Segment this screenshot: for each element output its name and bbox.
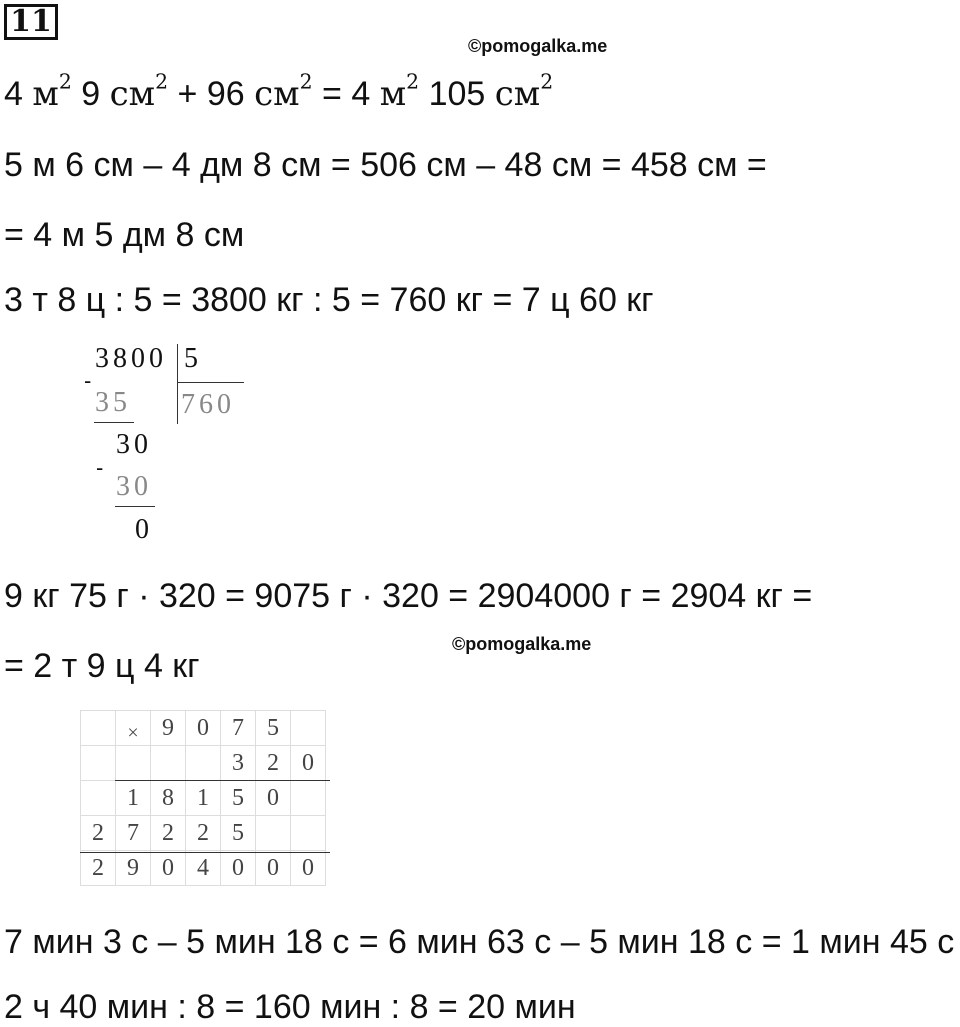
quotient: 760 [181, 389, 235, 420]
remainder-1: 30 [116, 429, 152, 460]
grid-cell: 2 [186, 816, 221, 851]
grid-cell: 1 [116, 781, 151, 816]
minus-sign: - [96, 455, 104, 480]
grid-row [81, 851, 326, 886]
grid-cell: 0 [256, 781, 291, 816]
unit-cm: см [494, 74, 541, 114]
eq-part: 9 [71, 75, 110, 113]
grid-cell [186, 746, 221, 781]
grid-cell [81, 746, 116, 781]
grid-cell: 5 [221, 816, 256, 851]
equation-area [4, 69, 554, 114]
grid-cell [291, 711, 326, 746]
grid-cell: 8 [151, 781, 186, 816]
equation-mass-result: = 2 т 9 ц 4 кг [4, 647, 200, 685]
equation-mass-division: 3 т 8 ц : 5 = 3800 кг : 5 = 760 кг = 7 ц 60 кг [4, 281, 654, 319]
grid-cell: 0 [221, 851, 256, 886]
grid-cell: 9 [116, 851, 151, 886]
eq-part: + 96 [168, 75, 255, 113]
grid-row [81, 711, 326, 746]
exponent: 2 [58, 69, 72, 94]
multiplication-grid [80, 710, 326, 886]
grid-cell [291, 781, 326, 816]
minus-sign: - [84, 368, 92, 393]
division-bar [177, 344, 178, 424]
task-number: 11 [4, 4, 58, 40]
grid-cell [81, 781, 116, 816]
exponent: 2 [540, 69, 554, 94]
grid-cell [116, 746, 151, 781]
remainder-2: 0 [135, 514, 153, 545]
eq-part: = 4 [312, 75, 380, 113]
equation-length-result: = 4 м 5 дм 8 см [4, 216, 245, 254]
grid-cell [291, 816, 326, 851]
equation-time-subtraction: 7 мин 3 с – 5 мин 18 с = 6 мин 63 с – 5 мин 18 с = 1 мин 45 с [4, 923, 955, 961]
grid-cell: 0 [151, 851, 186, 886]
grid-cell: 9 [151, 711, 186, 746]
watermark-middle: ©pomogalka.me [452, 634, 592, 654]
exponent: 2 [299, 69, 313, 94]
grid-cell: 0 [291, 851, 326, 886]
eq-part: 105 [419, 75, 495, 113]
grid-cell: 2 [81, 851, 116, 886]
sum-line [80, 852, 330, 853]
grid-row [81, 746, 326, 781]
grid-cell: 4 [186, 851, 221, 886]
divisor-underline [177, 382, 244, 383]
unit-cm: см [109, 74, 156, 114]
grid-cell: 2 [256, 746, 291, 781]
grid-cell: 2 [81, 816, 116, 851]
subtrahend-1: 35 [95, 387, 131, 418]
grid-cell: 7 [116, 816, 151, 851]
subtraction-line-1 [94, 422, 134, 423]
grid-cell [256, 816, 291, 851]
grid-row [81, 816, 326, 851]
grid-row [81, 781, 326, 816]
grid-cell: 5 [221, 781, 256, 816]
grid-cell: 7 [221, 711, 256, 746]
subtrahend-2: 30 [116, 471, 152, 502]
times-sign: × [116, 711, 151, 746]
equation-mass-multiplication: 9 кг 75 г · 320 = 9075 г · 320 = 2904000 г = 2904 кг = [4, 577, 813, 615]
equation-length: 5 м 6 см – 4 дм 8 см = 506 см – 48 см = 458 см = [4, 146, 767, 184]
grid-cell: 3 [221, 746, 256, 781]
exponent: 2 [155, 69, 169, 94]
exponent: 2 [406, 69, 420, 94]
eq-part: 4 [4, 75, 33, 113]
grid-cell: 1 [186, 781, 221, 816]
grid-cell [81, 711, 116, 746]
grid-cell: 2 [151, 816, 186, 851]
equation-time-division: 2 ч 40 мин : 8 = 160 мин : 8 = 20 мин [4, 988, 576, 1026]
unit-m: м [379, 74, 407, 114]
grid-cell: 0 [256, 851, 291, 886]
unit-cm: см [254, 74, 300, 114]
multiply-line [115, 780, 330, 781]
grid-cell [151, 746, 186, 781]
grid-cell: 0 [186, 711, 221, 746]
unit-m: м [32, 74, 59, 114]
grid-cell: 0 [291, 746, 326, 781]
divisor: 5 [184, 343, 202, 374]
subtraction-line-2 [115, 506, 155, 507]
dividend: 3800 [95, 343, 167, 374]
grid-cell: 5 [256, 711, 291, 746]
watermark-top: ©pomogalka.me [468, 36, 608, 56]
